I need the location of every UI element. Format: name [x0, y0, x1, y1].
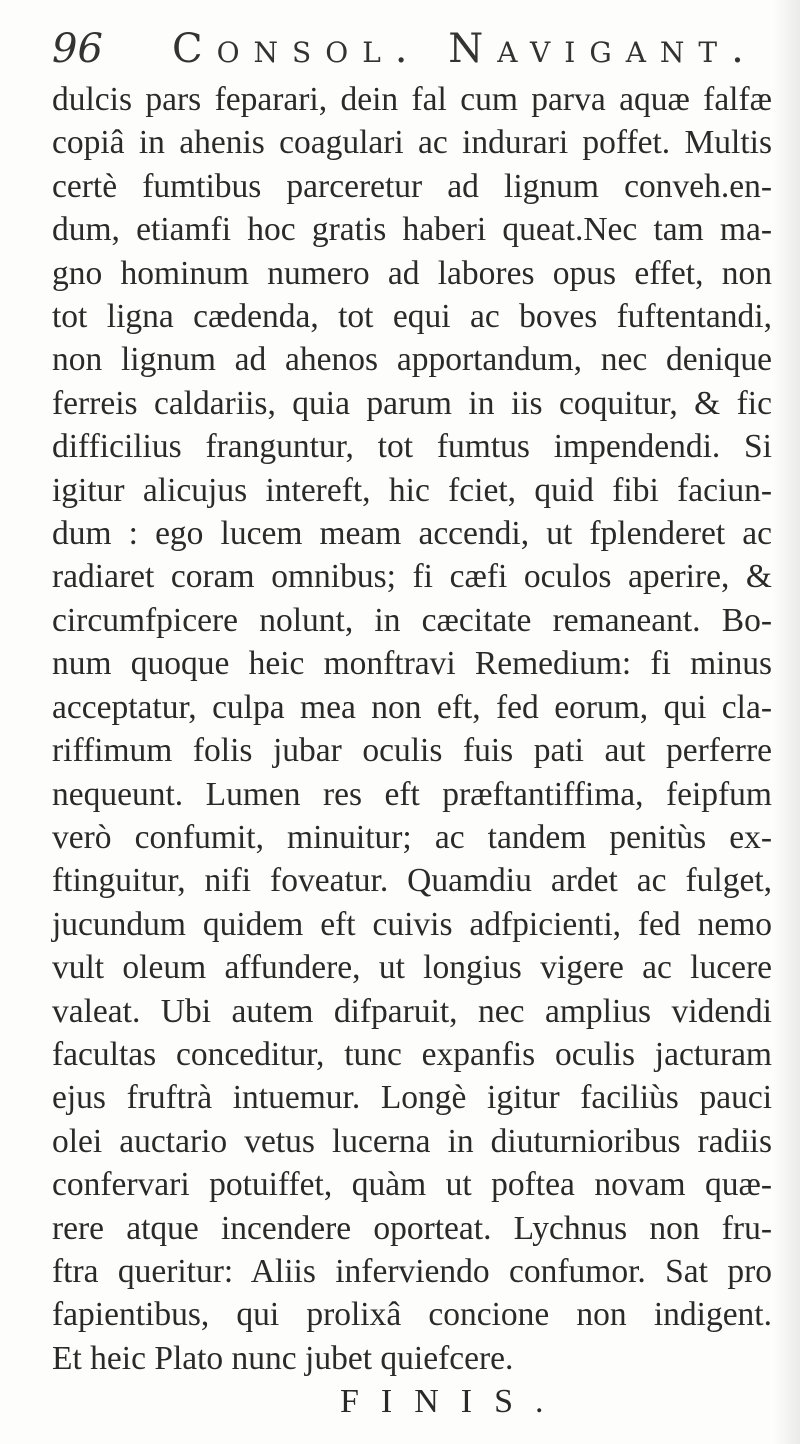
text-line: radiaret coram omnibus; fi cæfi oculos aperire, &	[52, 558, 772, 596]
text-line: ftra queritur: Aliis inferviendo confumor. Sat pro	[52, 1252, 772, 1290]
page-edge-shadow	[774, 0, 800, 1444]
text-line: certè fumtibus parceretur ad lignum conveh.en-	[52, 167, 772, 205]
text-line: copiâ in ahenis coagulari ac indurari poffet. Multis	[52, 124, 772, 162]
text-line: vult oleum affundere, ut longius vigere ac lucere	[52, 949, 772, 987]
text-line: circumfpicere nolunt, in cæcitate remaneant. Bo-	[52, 601, 772, 639]
text-line: ferreis caldariis, quia parum in iis coquitur, & fic	[52, 384, 772, 422]
text-line: verò confumit, minuitur; ac tandem penitùs ex-	[52, 818, 772, 856]
text-line: jucundum quidem eft cuivis adfpicienti, fed nemo	[52, 905, 772, 943]
text-line: Et heic Plato nunc jubet quiefcere.	[52, 1339, 514, 1377]
text-line: nequeunt. Lumen res eft præftantiffima, feipfum	[52, 775, 772, 813]
text-line: dulcis pars feparari, dein fal cum parva aquæ falfæ	[52, 81, 772, 118]
text-line: tot ligna cædenda, tot equi ac boves fuftentandi,	[52, 298, 772, 336]
text-line: rere atque incendere oporteat. Lychnus non fru-	[52, 1209, 772, 1247]
text-line: valeat. Ubi autem difparuit, nec amplius videndi	[52, 992, 772, 1030]
text-line: ejus fruftrà intuemur. Longè igitur faciliùs pauci	[52, 1079, 772, 1117]
text-line: confervari potuiffet, quàm ut poftea novam quæ-	[52, 1166, 772, 1204]
running-title: Consol. Navigant.	[172, 26, 758, 72]
text-line: num quoque heic monftravi Remedium: fi minus	[52, 645, 772, 683]
text-line: non lignum ad ahenos apportandum, nec denique	[52, 341, 772, 379]
text-line: gno hominum numero ad labores opus effet, non	[52, 254, 772, 292]
text-line: olei auctario vetus lucerna in diuturnioribus radiis	[52, 1122, 772, 1160]
finis-heading: FINIS.	[340, 1383, 566, 1421]
text-line: igitur alicujus intereft, hic fciet, quid fibi faciun-	[52, 471, 772, 509]
body-text	[52, 78, 772, 1424]
text-line: riffimum folis jubar oculis fuis pati aut perferre	[52, 732, 772, 770]
text-line: facultas conceditur, tunc expanfis oculis jacturam	[52, 1035, 772, 1073]
text-line: acceptatur, culpa mea non eft, fed eorum, qui cla-	[52, 688, 772, 726]
text-line: difficilius franguntur, tot fumtus impendendi. Si	[52, 428, 772, 466]
page-number: 96	[52, 26, 103, 72]
text-line: dum : ego lucem meam accendi, ut fplenderet ac	[52, 515, 772, 553]
text-line: ftinguitur, nifi foveatur. Quamdiu ardet ac fulget,	[52, 862, 772, 900]
text-line: dum, etiamfi hoc gratis haberi queat.Nec tam ma-	[52, 211, 772, 249]
text-line: fapientibus, qui prolixâ concione non indigent.	[52, 1296, 772, 1334]
running-head	[52, 26, 772, 76]
